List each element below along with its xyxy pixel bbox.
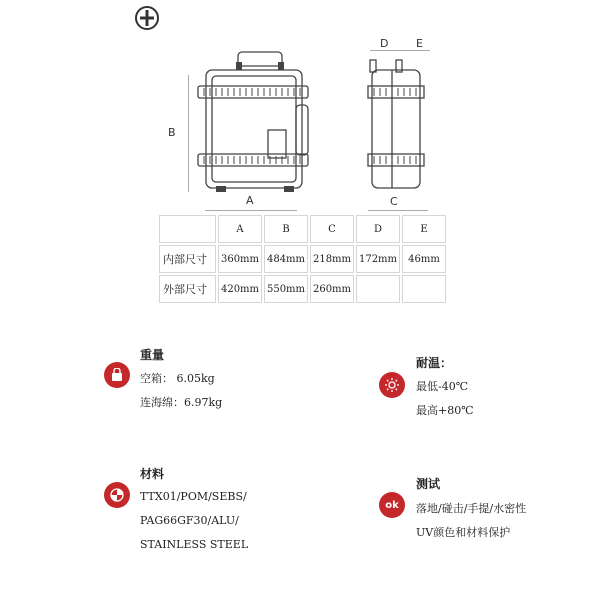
weight-empty-value: 空箱： 6.05kg — [140, 372, 215, 385]
dim-line-c — [368, 210, 428, 211]
table-cell: 360mm — [218, 245, 262, 273]
test-line-2: UV颜色和材料保护 — [416, 526, 511, 539]
material-line-3: STAINLESS STEEL — [140, 538, 249, 551]
dim-label-c: C — [390, 195, 398, 208]
case-front-diagram — [180, 50, 320, 200]
test-title: 测试 — [416, 477, 441, 491]
dim-line-a — [205, 210, 297, 211]
brand-logo-icon — [134, 0, 160, 36]
dim-label-a: A — [246, 194, 254, 207]
dim-line-de — [370, 50, 430, 51]
table-cell: 内部尺寸 — [159, 245, 216, 273]
ok-badge-icon: ok — [379, 492, 405, 518]
temp-min-value: 最低-40℃ — [416, 380, 469, 393]
table-cell: E — [402, 215, 446, 243]
table-cell: C — [310, 215, 354, 243]
table-row — [159, 245, 446, 273]
dim-label-b: B — [168, 126, 176, 139]
table-cell: 172mm — [356, 245, 400, 273]
table-cell — [402, 275, 446, 303]
material-line-1: TTX01/POM/SEBS/ — [140, 490, 247, 503]
dim-label-d: D — [380, 37, 389, 50]
material-title: 材料 — [140, 467, 165, 481]
weight-title: 重量 — [140, 348, 165, 362]
dimension-table — [157, 213, 448, 305]
table-cell: 外部尺寸 — [159, 275, 216, 303]
table-cell: A — [218, 215, 262, 243]
temp-max-value: 最高+80℃ — [416, 404, 474, 417]
weight-foam-value: 连海绵：6.97kg — [140, 396, 223, 409]
table-cell: 550mm — [264, 275, 308, 303]
case-side-diagram — [364, 50, 428, 196]
table-row — [159, 275, 446, 303]
table-cell — [356, 275, 400, 303]
table-header-row — [159, 215, 446, 243]
table-cell: 484mm — [264, 245, 308, 273]
table-cell: 218mm — [310, 245, 354, 273]
test-line-1: 落地/碰击/手提/水密性 — [416, 502, 527, 515]
material-icon — [104, 482, 130, 508]
table-cell: D — [356, 215, 400, 243]
sun-icon — [379, 372, 405, 398]
table-cell: B — [264, 215, 308, 243]
table-cell: 260mm — [310, 275, 354, 303]
material-line-2: PAG66GF30/ALU/ — [140, 514, 239, 527]
temp-title: 耐温： — [416, 356, 453, 370]
dim-label-e: E — [416, 37, 423, 50]
dim-line-b — [188, 75, 189, 192]
table-cell — [159, 215, 216, 243]
table-cell: 46mm — [402, 245, 446, 273]
table-cell: 420mm — [218, 275, 262, 303]
weight-bag-icon — [104, 362, 130, 388]
